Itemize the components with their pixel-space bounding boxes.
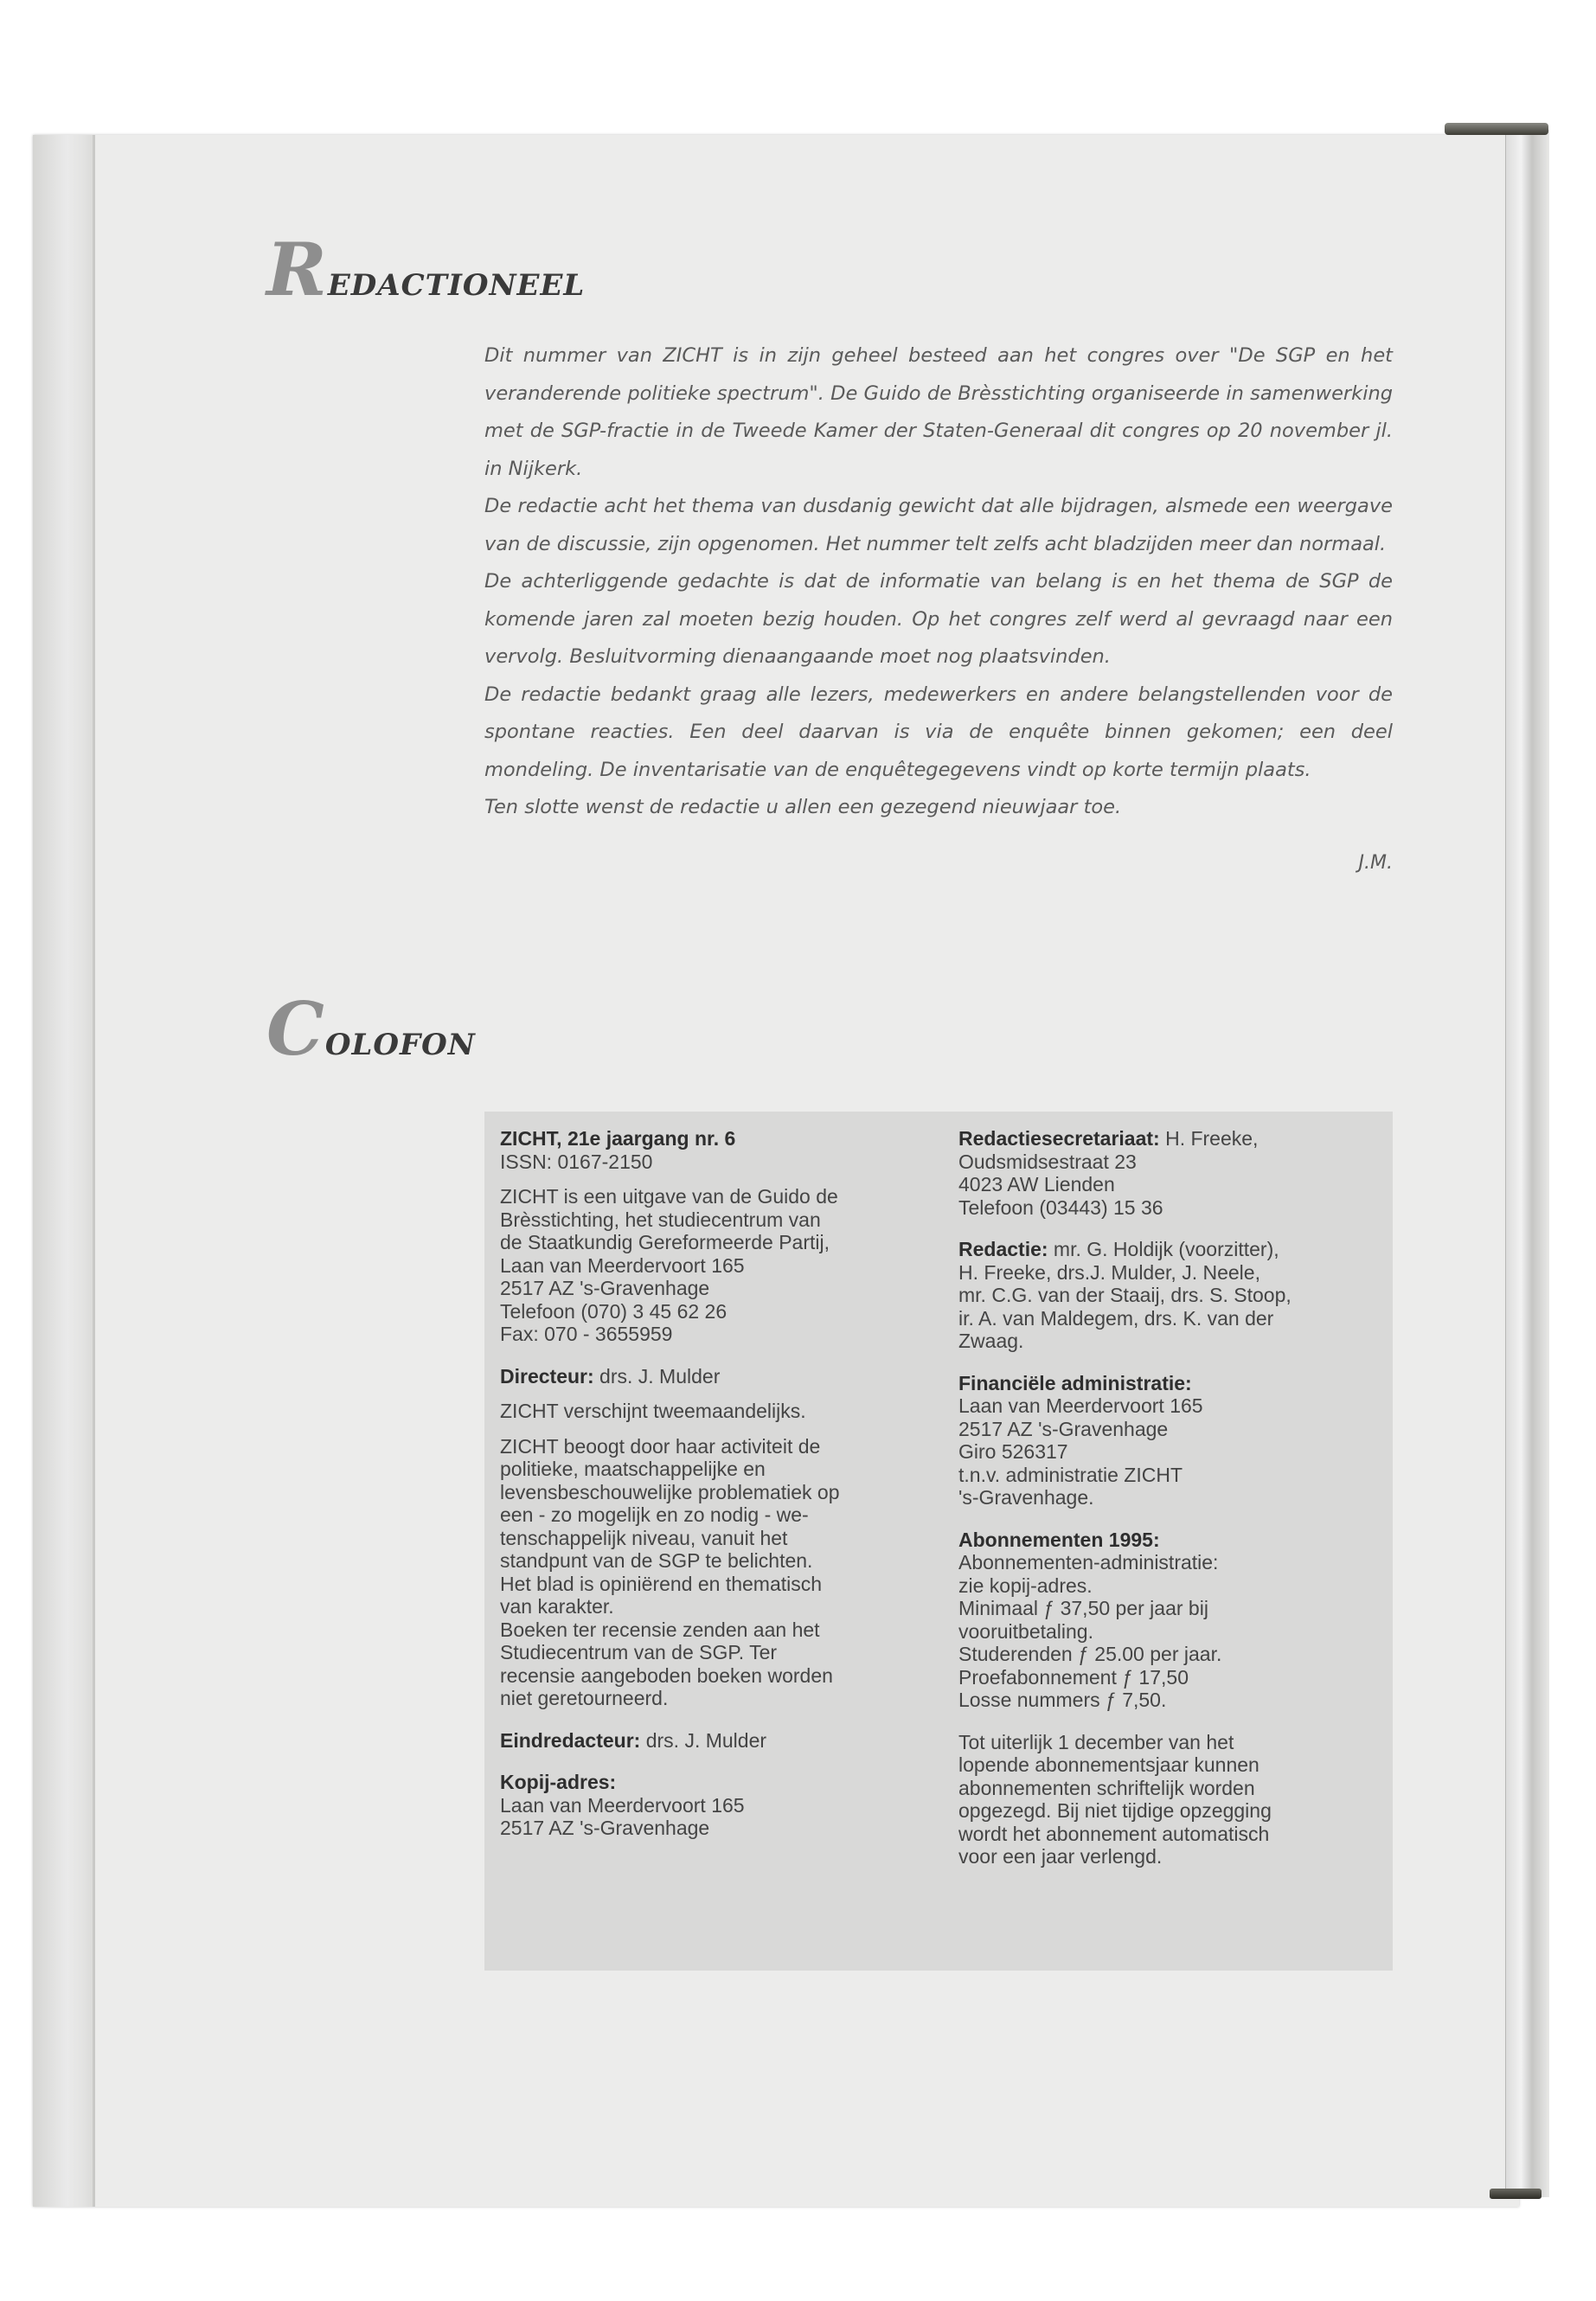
abonnementen-label: Abonnementen 1995: xyxy=(958,1528,1160,1551)
aim-line: recensie aangeboden boeken worden xyxy=(500,1663,833,1687)
issue-block xyxy=(500,1127,933,1173)
eindredacteur-label: Eindredacteur: xyxy=(500,1728,641,1752)
publisher-line: Telefoon (070) 3 45 62 26 xyxy=(500,1299,727,1323)
financieel-line: t.n.v. administratie ZICHT xyxy=(958,1463,1183,1486)
secretariaat-value: H. Freeke, xyxy=(1159,1127,1259,1150)
redactioneel-heading-rest: EDACTIONEEL xyxy=(327,268,586,303)
abonnementen-line: Losse nummers ƒ 7,50. xyxy=(958,1689,1167,1711)
redactie-line: Zwaag. xyxy=(958,1330,1024,1352)
publisher-line: 2517 AZ 's-Gravenhage xyxy=(500,1277,710,1299)
page-edge xyxy=(1505,130,1549,2197)
redactioneel-paragraph: Dit nummer van ZICHT is in zijn geheel besteed aan het congres over "De SGP en het veranderende politieke spectrum". De Guido de Brèsstichting organiseerde in samenwerking met de SGP-fractie in de Tweede Kamer der Staten-Generaal dit congres op 20 november jl. in Nijkerk. xyxy=(484,344,1393,480)
abonnementen-block xyxy=(958,1529,1382,1712)
financieel-block xyxy=(958,1372,1382,1509)
redactioneel-initial: R xyxy=(266,227,328,312)
eindredacteur-block xyxy=(500,1729,933,1753)
redactie-line: mr. C.G. van der Staaij, drs. S. Stoop, xyxy=(958,1284,1292,1306)
opzegging-line: voor een jaar verlengd. xyxy=(958,1845,1163,1868)
redactie-line: H. Freeke, drs.J. Mulder, J. Neele, xyxy=(958,1260,1260,1284)
aim-line: van karakter. xyxy=(500,1595,614,1618)
abonnementen-line: Abonnementen-administratie: xyxy=(958,1551,1219,1574)
secretariaat-label: Redactiesecretariaat: xyxy=(958,1127,1160,1150)
financieel-line: 's-Gravenhage. xyxy=(958,1486,1094,1509)
secretariaat-line: Oudsmidsestraat 23 xyxy=(958,1150,1137,1173)
redactioneel-body xyxy=(484,337,1393,827)
redactioneel-signature: J.M. xyxy=(1358,852,1393,874)
publisher-line: de Staatkundig Gereformeerde Partij, xyxy=(500,1231,830,1253)
abonnementen-line: Studerenden ƒ 25.00 per jaar. xyxy=(958,1643,1222,1665)
kopij-block xyxy=(500,1771,933,1840)
redactioneel-paragraph: De redactie bedankt graag alle lezers, medewerkers en andere belangstellenden voor de spontane reacties. Een deel daarvan is via de enquête binnen gekomen; een deel mondeling. De inventarisatie van de enquêtegegevens vindt op korte termijn plaats. xyxy=(484,683,1393,781)
publisher-line: Fax: 070 - 3655959 xyxy=(500,1323,673,1345)
abonnementen-line: Minimaal ƒ 37,50 per jaar bij xyxy=(958,1597,1208,1619)
binder-clip-bottom xyxy=(1490,2189,1542,2199)
eindredacteur-value: drs. J. Mulder xyxy=(640,1728,767,1752)
opzegging-line: wordt het abonnement automatisch xyxy=(958,1822,1270,1845)
redactie-block xyxy=(958,1238,1382,1353)
binder-clip-top xyxy=(1445,123,1548,135)
financieel-line: Laan van Meerdervoort 165 xyxy=(958,1394,1203,1417)
directeur-label: Directeur: xyxy=(500,1364,594,1388)
abonnementen-line: vooruitbetaling. xyxy=(958,1619,1093,1643)
secretariaat-line: Telefoon (03443) 15 36 xyxy=(958,1195,1163,1219)
aim-line: ZICHT beoogt door haar activiteit de xyxy=(500,1434,821,1458)
aim-line: levensbeschouwelijke problematiek op xyxy=(500,1480,840,1503)
publisher-line: Brèsstichting, het studiecentrum van xyxy=(500,1208,821,1231)
frequency-block xyxy=(500,1400,933,1423)
kopij-label: Kopij-adres: xyxy=(500,1771,617,1793)
directeur-value: drs. J. Mulder xyxy=(593,1364,721,1388)
colofon-initial: C xyxy=(266,986,325,1072)
redactie-line: ir. A. van Maldegem, drs. K. van der xyxy=(958,1306,1274,1330)
aim-block xyxy=(500,1435,933,1710)
aim-line: tenschappelijk niveau, vanuit het xyxy=(500,1526,788,1549)
aim-line: een - zo mogelijk en zo nodig - we- xyxy=(500,1503,809,1526)
colofon-left-column xyxy=(500,1127,933,1859)
abonnementen-line: zie kopij-adres. xyxy=(958,1574,1093,1597)
publisher-block xyxy=(500,1185,933,1346)
kopij-line: 2517 AZ 's-Gravenhage xyxy=(500,1817,710,1839)
frequency: ZICHT verschijnt tweemaandelijks. xyxy=(500,1400,806,1422)
aim-line: Boeken ter recensie zenden aan het xyxy=(500,1618,820,1641)
opzegging-line: abonnementen schriftelijk worden xyxy=(958,1776,1255,1799)
redactie-label: Redactie: xyxy=(958,1238,1048,1260)
financieel-line: 2517 AZ 's-Gravenhage xyxy=(958,1417,1169,1440)
aim-line: politieke, maatschappelijke en xyxy=(500,1458,766,1480)
financieel-line: Giro 526317 xyxy=(958,1440,1068,1463)
aim-line: standpunt van de SGP te belichten. xyxy=(500,1549,813,1572)
opzegging-block xyxy=(958,1731,1382,1868)
redactie-value: mr. G. Holdijk (voorzitter), xyxy=(1048,1238,1279,1260)
redactioneel-heading xyxy=(266,227,585,312)
secretariaat-block xyxy=(958,1127,1382,1219)
binding-spine xyxy=(33,135,95,2207)
abonnementen-line: Proefabonnement ƒ 17,50 xyxy=(958,1665,1189,1689)
kopij-line: Laan van Meerdervoort 165 xyxy=(500,1793,745,1817)
aim-line: Het blad is opiniërend en thematisch xyxy=(500,1572,823,1595)
publisher-line: ZICHT is een uitgave van de Guido de xyxy=(500,1185,838,1208)
opzegging-line: Tot uiterlijk 1 december van het xyxy=(958,1730,1234,1753)
issue-title: ZICHT, 21e jaargang nr. 6 xyxy=(500,1127,736,1150)
aim-line: Studiecentrum van de SGP. Ter xyxy=(500,1641,778,1663)
financieel-label: Financiële administratie: xyxy=(958,1371,1192,1394)
publisher-line: Laan van Meerdervoort 165 xyxy=(500,1253,745,1277)
colofon-heading-rest: OLOFON xyxy=(324,1028,476,1062)
redactioneel-paragraph: De achterliggende gedachte is dat de informatie van belang is en het thema de SGP de komende jaren zal moeten bezig houden. Op het congres zelf werd al gevraagd naar een vervolg. Besluitvorming dienaangaande moet nog plaatsvinden. xyxy=(484,570,1393,668)
aim-line: niet geretourneerd. xyxy=(500,1687,669,1709)
directeur-block xyxy=(500,1365,933,1388)
issn: ISSN: 0167-2150 xyxy=(500,1150,653,1173)
secretariaat-line: 4023 AW Lienden xyxy=(958,1173,1115,1195)
opzegging-line: opgezegd. Bij niet tijdige opzegging xyxy=(958,1799,1272,1822)
redactioneel-paragraph: De redactie acht het thema van dusdanig gewicht dat alle bijdragen, alsmede een weergave van de discussie, zijn opgenomen. Het nummer telt zelfs acht bladzijden meer dan normaal. xyxy=(484,495,1393,555)
colofon-right-column xyxy=(958,1127,1382,1888)
colofon-heading xyxy=(266,986,476,1072)
opzegging-line: lopende abonnementsjaar kunnen xyxy=(958,1753,1259,1776)
redactioneel-paragraph: Ten slotte wenst de redactie u allen een gezegend nieuwjaar toe. xyxy=(484,796,1122,818)
colofon-box xyxy=(484,1112,1393,1971)
